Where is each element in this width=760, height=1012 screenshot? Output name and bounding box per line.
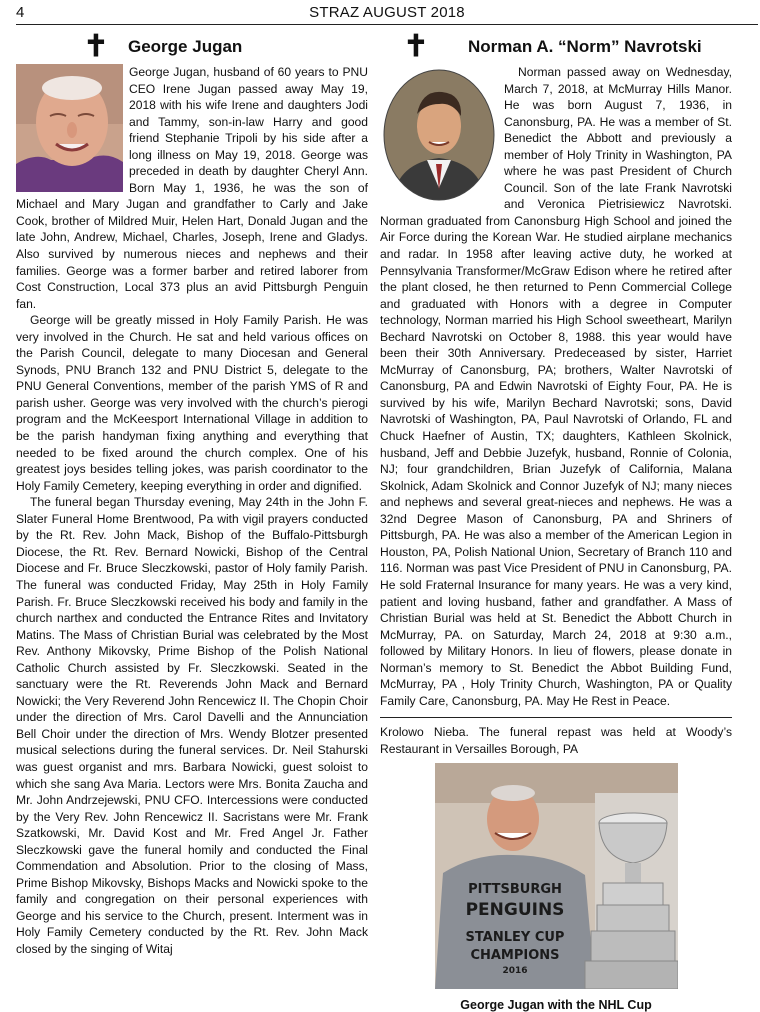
obituary-george-jugan [16,30,368,958]
shirt-text: PENGUINS [465,900,565,921]
page-header [16,4,758,25]
cross-icon: ✝ [83,30,109,63]
paragraph: George will be greatly missed in Holy Family Parish. He was very involved in the Church. He sat and held various offices on the Parish Council, delegate to many Diocesan and General Synods, PNU Branch 132 and PNU District 5, delegate to the PNU General Conventions, member of the parish YMS of R and parish usher. George was very involved with the church’s pierogi program and the McKeesport International Village in addition to be the parish handyman fixing anything and everything that needed to be fixed around the church complex. One of his greatest joys besides telling jokes, was parish coordinator to the Holy Family Cemetery, keeping everything in order and dignified. [16,313,368,493]
paragraph: Krolowo Nieba. The funeral repast was held at Woody’s Restaurant in Versailles Borough, PA [380,725,732,756]
obituary-heading [16,30,368,64]
page-number: 4 [16,4,25,21]
norman-navrotski-portrait [382,68,496,203]
george-jugan-portrait [16,64,123,192]
paragraph: The funeral began Thursday evening, May 24th in the John F. Slater Funeral Home Brentwood, Pa with vigil prayers conducted by the Rt. Rev. John Mack, Bishop of the Buffalo-Pittsburgh Diocese, the Rt. Rev. Bernard Nowicki, Bishop of the Central Diocese and Fr. Bruce Sleczkowski, pastor of Holy family Parish. The funeral was conducted Friday, May 25th in Holy Family Parish. Fr. Bruce Sleczkowski received his body and family in the church narthex and conducted the Entrance Rites and Invitatory Matins. The Mass of Christian Burial was celebrated by the Most Rev. Anthony Mikovsky, Prime Bishop of the Polish National Catholic Church assisted by Fr. Sleczkowski. Seated in the sanctuary were the Rt. Reverends John Mack and Bernard Nowicki; the Very Reverend John Rencewicz II. The Chopin Choir under the direction of Mrs. Carol Davelli and the Annunciation Bell Choir under the direction of Mrs. Wendy Blotzer presented musical selections during the funeral services. Dr. Neil Stahurski was guest organist and mrs. Barbara Nowicki, guest soloist to which she sang Ava Maria. Lectors were Mrs. Bonita Zaucha and Mr. John Andrzejewski, PNU CFO. Intercessions were conducted by the Very Rev. John Rencewicz II. Sacristans were Mr. Frank Szatkowski, Mr. David Kost and Mr. Fred Angel Jr. Father Sleczkowski gave the funeral homily and conducted the Final Commendation and Absolution. Prior to the closing of Mass, Prime Bishop Mikovsky, Bishops Macks and Nowicki spoke to the family and congregation on their personal experiences with George and his service to the Church, present. Interment was in Holy Family Cemetery conducted by the Rt. Rev. John Mack closed by the singing of Witaj [16,495,368,956]
george-jugan-stanley-cup-photo [435,763,678,989]
paragraph: Norman passed away on Wednesday, March 7, 2018, at McMurray Hills Manor. He was born August 7, 1936, in Canonsburg, PA. He was a member of St. Benedict the Abbott and previously a member of Holy Trinity in Washington, PA where he was past President of Church Council. Son of the late Frank Navrotski and Veronica Pietrisiewicz Navrotski. Norman graduated from Canonsburg High School and joined the Air Force during the Korean War. He studied airplane mechanics and radar. In 1958 after leaving active duty, he worked at Pennsylvania Transformer/McGraw Edison where he retired after the plant closed, he then returned to Penn Commercial College and graduated with Honors with a degree in Computer technology, Norman married his High School sweetheart, Marilyn Bechard Navrotski on October 8, 1988. this year would have been their 30th Anniversary. Predeceased by sister, Harriet McMurray of Canonsburg, PA; brothers, Walter Navrotski of Canonsburg, PA and Edwin Navrotski of Eighty Four, PA. He is survived by his wife, Marilyn Bechard Navrotski; sons, David Navrotski of Washington, PA, Paul Navrotski of Orlando, FL and Chuck Haefner of Austin, TX; daughters, Kathleen Skolnick, husband, Jeff and Debbie Juzefyk, husband, Ronnie of Colonia, NJ; four grandchildren, Brian Juzefyk of California, Malana Skolnick, Adam Skolnick and Connor Juzefyk of NJ; many nieces and nephews and several great-nieces and nephews. He was a 32nd Degree Mason of Canonsburg, PA and Shriners of Pittsburgh, PA. He was also a member of the American Legion in Houston, PA, Polish National Union, Secretary of Branch 110 and 116. Norman was past Vice President of PNU in Canonsburg, PA. He sold Fraternal Insurance for many years. He was a very kind, patient and loving husband, father and grandfather. A Mass of Christian Burial was held at St. Benedict the Abbott Church in McMurray, PA. on Saturday, March 24, 2018 at 9:30 a.m., followed by Military Honors. In lieu of flowers, please donate in Norman’s memory to St. Benedict the Abbot Building Fund, McMurray, PA , Holy Trinity Church, Washington, PA or Quality Family Care, Canonsburg, PA. May He Rest in Peace. [380,65,732,708]
column-divider [380,717,732,718]
shirt-text: STANLEY CUP [465,930,565,946]
obituary-text [380,64,732,709]
obituary-text [16,64,368,958]
continued-text [380,724,732,757]
obituary-norman-navrotski [380,30,732,1012]
obituary-name: George Jugan [128,37,243,56]
shirt-text: 2016 [502,966,528,977]
paragraph: George Jugan, husband of 60 years to PNU CEO Irene Jugan passed away May 19, 2018 with his wife Irene and daughters Jodi and Tammy, son-in-law Harry and good friend Stephanie Tripoli by his side after a long illness on May 19, 2018. George was preceded in death by daughter Cheryl Ann. Born May 1, 1936, he was the son of Michael and Mary Jugan and grandfather to Carly and Jake Cook, brother of Mildred Muir, Helen Hart, Donald Jugan and the late John, Andrew, Michael, Charles, Joseph, Irene and Gladys. Also survived by numerous nieces and nephews and their families. George was a former barber and retired laborer from Cost Construction, Local 373 plus an avid Pittsburgh Penguin fan. [16,65,368,311]
shirt-text: PITTSBURGH [468,882,562,898]
obituary-heading [380,30,732,64]
photo-caption: George Jugan with the NHL Cup [460,998,652,1012]
cross-icon: ✝ [403,30,429,63]
shirt-text: CHAMPIONS [470,948,560,964]
obituary-name: Norman A. “Norm” Navrotski [468,37,702,56]
publication-title: STRAZ AUGUST 2018 [309,4,465,21]
